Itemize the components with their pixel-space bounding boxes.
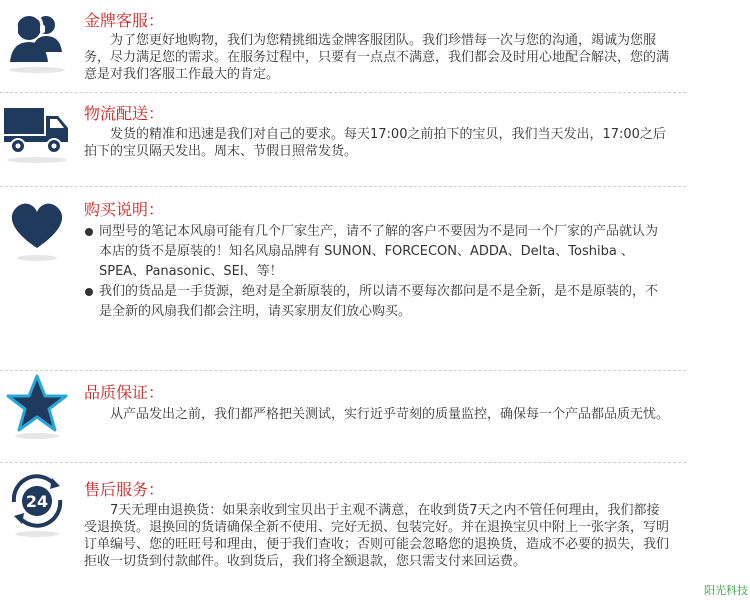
section-title: 金牌客服： (84, 11, 165, 30)
section-title: 购买说明： (84, 200, 165, 219)
brand-watermark: 阳光科技 (704, 584, 748, 597)
list-item (84, 282, 669, 322)
list-item (84, 222, 669, 282)
divider (0, 462, 686, 463)
section-title: 品质保证： (84, 383, 165, 402)
section-title: 物流配送： (84, 104, 165, 123)
star-icon (2, 374, 72, 444)
customer-service-icon (2, 10, 72, 80)
heart-icon (2, 198, 72, 268)
list-item-text: 我们的货品是一手货源，绝对是全新原装的，所以请不要每次都问是不是全新，是不是原装的，不是全新的风扇我们都会注明，请买家朋友们放心购买。 (99, 284, 659, 319)
section-text: 为了您更好地购物，我们为您精挑细选金牌客服团队。我们珍惜每一次与您的沟通，竭诚为您服务，尽力满足您的需求。在服务过程中，只要有一点点不满意，我们都会及时用心地配合解决，您的满意是对我们客服工作最大的肯定。 (84, 33, 670, 82)
list-item-text: 同型号的笔记本风扇可能有几个厂家生产，请不了解的客户不要因为不是同一个厂家的产品就认为本店的货不是原装的！知名风扇品牌有 SUNON、FORCECON、ADDA、Delta、Toshiba 、SPEA、Panasonic、SEI、等！ (99, 224, 659, 279)
section-text: 7天无理由退换货：如果亲收到宝贝出于主观不满意，在收到货7天之内不管任何理由，我们都接受退换货。退换回的货请确保全新不使用、完好无损、包装完好。并在退换宝贝中附上一张字条，写明订单编号、您的旺旺号和理由，便于我们查收；否则可能会忽略您的退换货，造成不必要的损失，我们拒收一切货到付款邮件。收到货后，我们将全额退款，您只需支付来回运费。 (84, 503, 670, 569)
divider (0, 370, 686, 371)
bullet-dot (85, 288, 93, 296)
divider (0, 186, 686, 187)
24h-label: 24 (25, 492, 49, 511)
divider (0, 92, 686, 93)
delivery-truck-icon (2, 100, 72, 170)
section-title: 售后服务： (84, 480, 165, 499)
section-text: 发货的精准和迅速是我们对自己的要求。每天17:00之前拍下的宝贝，我们当天发出，17:00之后拍下的宝贝隔天发出。周末、节假日照常发货。 (84, 127, 666, 159)
24h-service-icon (2, 470, 72, 540)
purchase-notes-list (84, 222, 669, 322)
section-text: 从产品发出之前，我们都严格把关测试，实行近乎苛刻的质量监控，确保每一个产品都品质无忧。 (110, 407, 670, 422)
bullet-dot (85, 228, 93, 236)
